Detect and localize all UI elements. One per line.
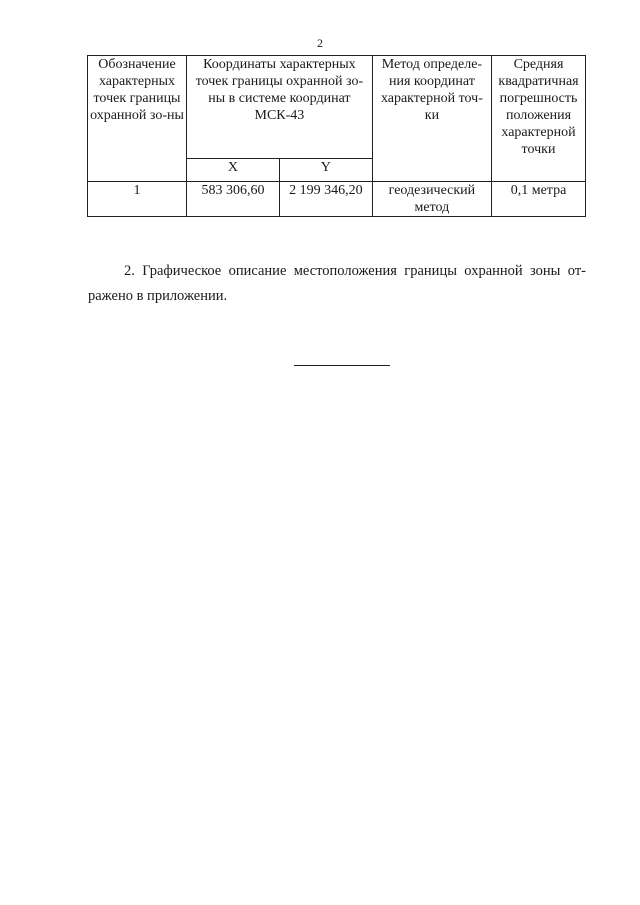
header-designation: Обозначение характерных точек границы охранной зо-ны — [88, 56, 187, 182]
cell-error: 0,1 метра — [492, 182, 586, 217]
table-header-row — [88, 56, 586, 159]
cell-y: 2 199 346,20 — [279, 182, 372, 217]
coordinates-table — [87, 55, 586, 217]
separator-line — [294, 365, 390, 366]
subheader-x: X — [186, 159, 279, 182]
cell-x: 583 306,60 — [186, 182, 279, 217]
table-row — [88, 182, 586, 217]
header-error: Средняя квадратичная погрешность положения характерной точки — [492, 56, 586, 182]
header-coordinates: Координаты характерных точек границы охранной зо-ны в системе координат МСК-43 — [186, 56, 372, 159]
cell-method: геодезический метод — [372, 182, 491, 217]
subheader-y: Y — [279, 159, 372, 182]
paragraph-graphic-description: 2. Графическое описание местоположения границы охранной зоны от-ражено в приложении. — [88, 263, 586, 304]
cell-point: 1 — [88, 182, 187, 217]
header-method: Метод определе-ния координат характерной точ-ки — [372, 56, 491, 182]
body-text — [88, 259, 586, 309]
page-number: 2 — [317, 36, 323, 50]
